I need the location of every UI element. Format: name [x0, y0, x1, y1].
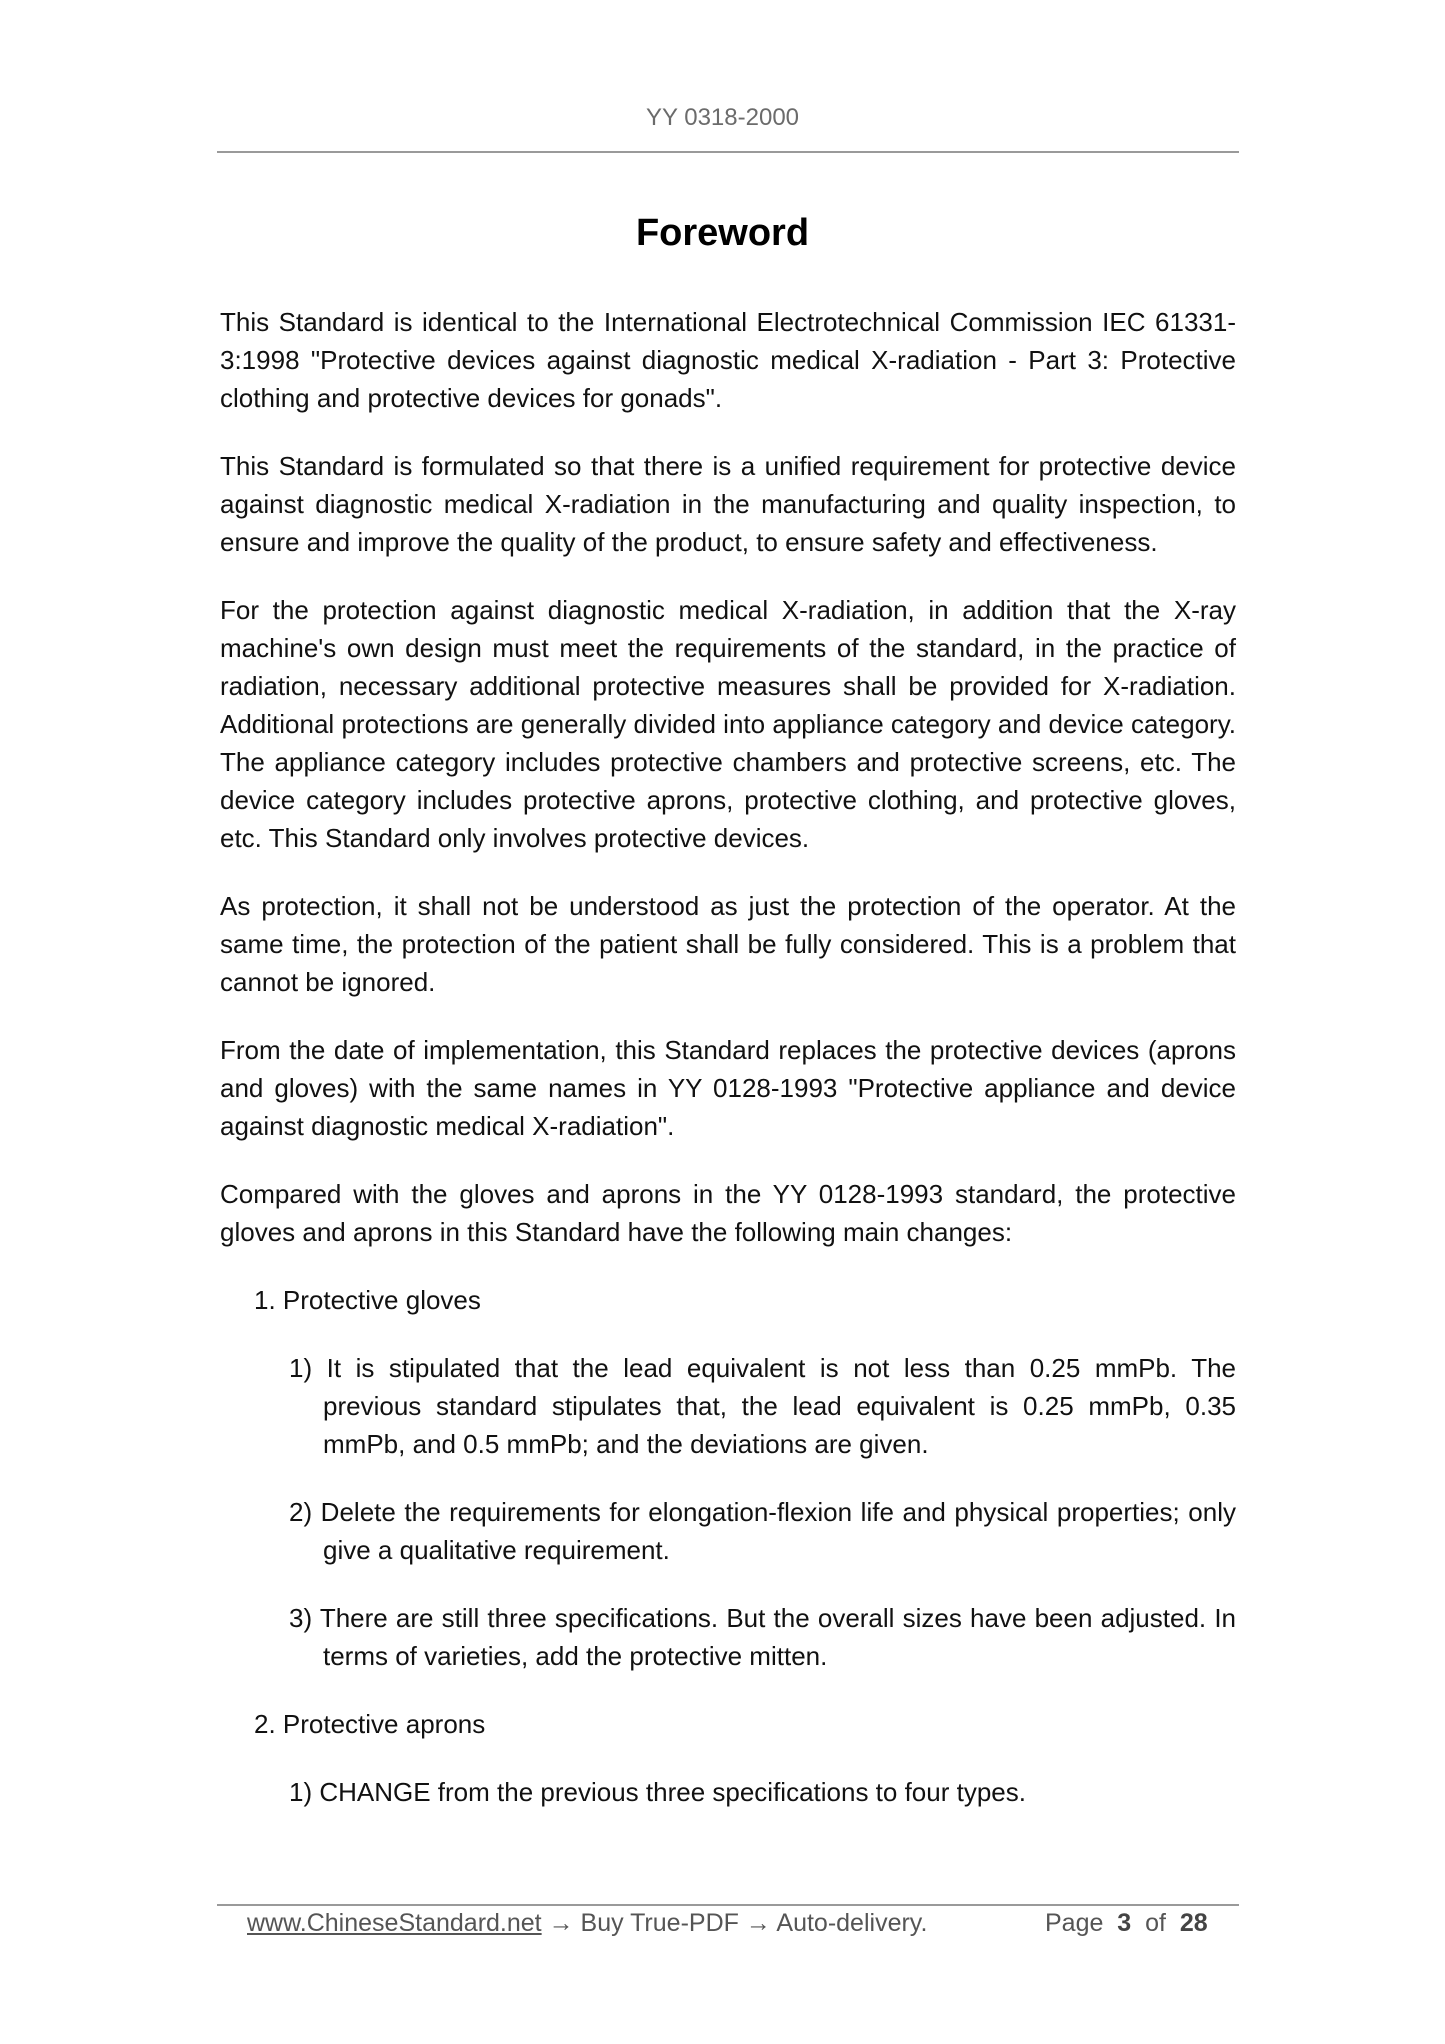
paragraph: Compared with the gloves and aprons in the YY 0128-1993 standard, the protective gloves and aprons in this Standard have the following main changes: — [220, 1179, 1236, 1247]
footer-tagline: → Buy True-PDF → Auto-delivery. — [541, 1909, 928, 1937]
list-item: 2) Delete the requirements for elongation-flexion life and physical properties; only give a qualitative requirement. — [289, 1497, 1236, 1565]
header-divider — [217, 151, 1239, 153]
list-heading: 1. Protective gloves — [254, 1285, 481, 1315]
footer-divider — [217, 1904, 1239, 1906]
list-item: 3) There are still three specifications. But the overall sizes have been adjusted. In terms of varieties, add the protective mitten. — [289, 1603, 1236, 1671]
page-total: 28 — [1179, 1909, 1208, 1937]
footer-promo — [247, 1909, 927, 1938]
website-link[interactable]: www.ChineseStandard.net — [247, 1909, 542, 1937]
paragraph: This Standard is identical to the International Electrotechnical Commission IEC 61331-3:1998 "Protective devices against diagnostic medical X-radiation - Part 3: Protective clothing and protective devices for gonads". — [220, 307, 1236, 413]
paragraph: As protection, it shall not be understood as just the protection of the operator. At the same time, the protection of the patient shall be fully considered. This is a problem that cannot be ignored. — [220, 891, 1236, 997]
list-item: 1) CHANGE from the previous three specifications to four types. — [289, 1777, 1026, 1807]
document-body — [220, 303, 1236, 1841]
list-heading: 2. Protective aprons — [254, 1709, 486, 1739]
list-item: 1) It is stipulated that the lead equivalent is not less than 0.25 mmPb. The previous standard stipulates that, the lead equivalent is 0.25 mmPb, 0.35 mmPb, and 0.5 mmPb; and the deviations are given. — [289, 1353, 1236, 1459]
paragraph: This Standard is formulated so that there is a unified requirement for protective device against diagnostic medical X-radiation in the manufacturing and quality inspection, to ensure and improve the quality of the product, to ensure safety and effectiveness. — [220, 451, 1236, 557]
paragraph: From the date of implementation, this Standard replaces the protective devices (aprons and gloves) with the same names in YY 0128-1993 "Protective appliance and device against diagnostic medical X-radiation". — [220, 1035, 1236, 1141]
paragraph: For the protection against diagnostic medical X-radiation, in addition that the X-ray machine's own design must meet the requirements of the standard, in the practice of radiation, necessary additional protective measures shall be provided for X-radiation. Additional protections are generally divided into appliance category and device category. The appliance category includes protective chambers and protective screens, etc. The device category includes protective aprons, protective clothing, and protective gloves, etc. This Standard only involves protective devices. — [220, 595, 1236, 853]
document-id-header: YY 0318-2000 — [645, 104, 800, 131]
page-number: 3 — [1117, 1909, 1132, 1937]
page-label: Page — [1045, 1909, 1104, 1937]
page-indicator — [1045, 1909, 1208, 1938]
of-label: of — [1145, 1909, 1166, 1937]
page-title: Foreword — [635, 212, 810, 254]
